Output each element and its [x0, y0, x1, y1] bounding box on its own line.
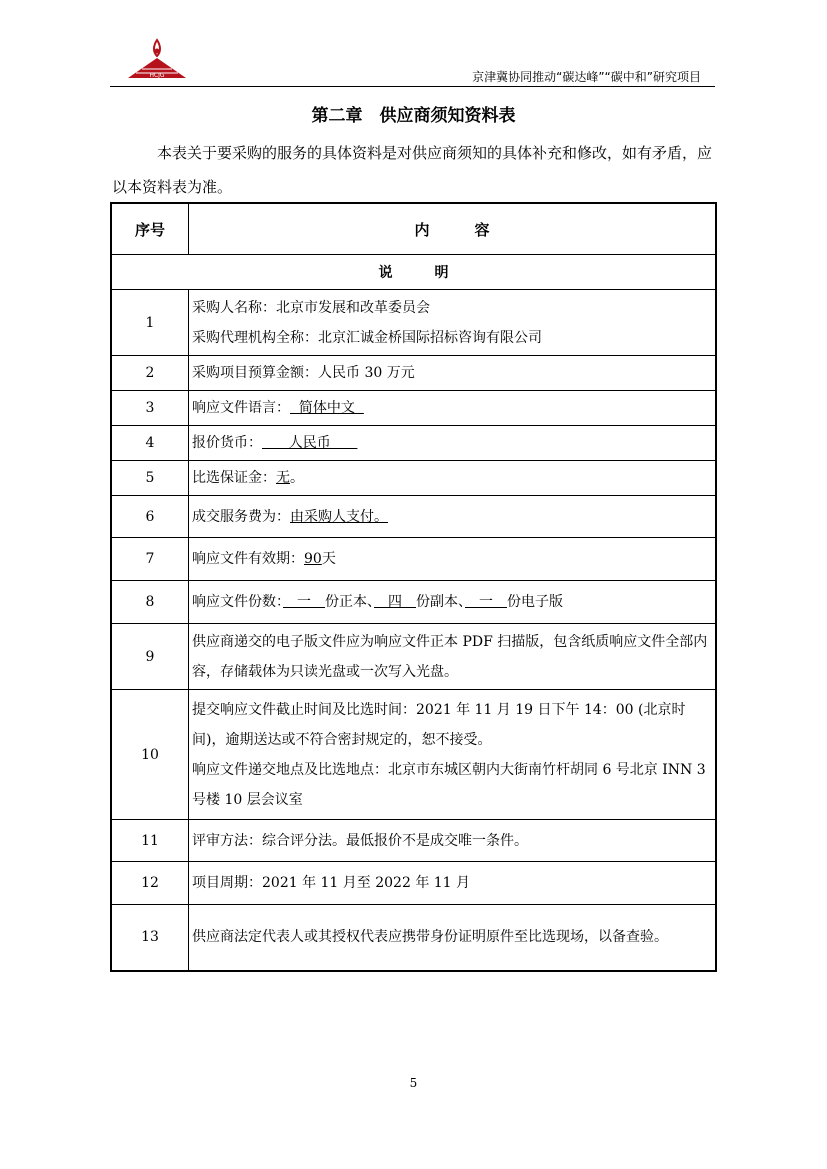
row-no: 4 — [111, 426, 189, 461]
row-content — [189, 461, 717, 496]
row-text: 提交响应文件截止时间及比选时间：2021 年 11 月 19 日下午 14：00 (北京时间)，逾期送达或不符合密封规定的，恕不接受。 — [192, 701, 686, 748]
row-content — [189, 426, 717, 461]
page-number: 5 — [409, 1076, 418, 1090]
table-row — [111, 624, 716, 690]
row-no: 1 — [111, 290, 189, 356]
table-row — [111, 290, 716, 356]
row-text: 评审方法：综合评分法。最低报价不是成交唯一条件。 — [189, 820, 717, 862]
row-no: 10 — [111, 690, 189, 820]
field-label: 报价货币： — [192, 435, 262, 451]
field-label: 比选保证金： — [192, 470, 276, 486]
requirements-table — [110, 202, 717, 972]
field-value: 四 — [374, 594, 416, 610]
row-text: 项目周期：2021 年 11 月至 2022 年 11 月 — [189, 862, 717, 905]
section-row — [111, 255, 716, 290]
company-logo — [126, 36, 188, 82]
field-tail: 。 — [290, 470, 304, 486]
row-content — [189, 496, 717, 538]
field-value: 由采购人支付。 — [290, 508, 388, 525]
table-row — [111, 905, 716, 971]
row-text: 供应商递交的电子版文件应为响应文件正本 PDF 扫描版，包含纸质响应文件全部内容，存储载体为只读光盘或一次写入光盘。 — [189, 624, 717, 690]
row-content — [189, 581, 717, 624]
field-label: 响应文件有效期： — [192, 551, 304, 567]
row-no: 6 — [111, 496, 189, 538]
col-header-content: 内 容 — [189, 203, 717, 255]
page-title: 第二章 供应商须知资料表 — [311, 106, 516, 126]
row-text: 响应文件递交地点及比选地点：北京市东城区朝内大街南竹杆胡同 6 号北京 INN 3 号楼 10 层会议室 — [192, 761, 706, 808]
row-no: 2 — [111, 356, 189, 391]
field-value: 无 — [276, 470, 290, 486]
table-row — [111, 426, 716, 461]
row-content — [189, 538, 717, 581]
row-no: 11 — [111, 820, 189, 862]
row-no: 3 — [111, 391, 189, 426]
col-header-no: 序号 — [111, 203, 189, 255]
header-divider — [110, 86, 715, 87]
field-label: 成交服务费为： — [192, 508, 290, 525]
field-tail: 份电子版 — [507, 594, 563, 610]
table-row — [111, 690, 716, 820]
field-tail: 份副本、 — [416, 594, 465, 610]
field-value: 一 — [465, 594, 507, 610]
field-label: 响应文件语言： — [192, 400, 290, 416]
row-no: 9 — [111, 624, 189, 690]
table-row — [111, 461, 716, 496]
row-content — [189, 690, 717, 820]
table-row — [111, 391, 716, 426]
table-row — [111, 496, 716, 538]
row-text: 采购项目预算金额：人民币 30 万元 — [189, 356, 717, 391]
intro-paragraph: 本表关于要采购的服务的具体资料是对供应商须知的具体补充和修改，如有矛盾，应以本资料表为准。 — [112, 144, 713, 196]
field-tail: 份正本、 — [325, 594, 374, 610]
field-value: 简体中文 — [290, 400, 364, 416]
section-label: 说 明 — [111, 255, 716, 290]
row-no: 12 — [111, 862, 189, 905]
table-row — [111, 538, 716, 581]
table-header-row — [111, 203, 716, 255]
row-content — [189, 290, 717, 356]
row-text: 采购代理机构全称：北京汇诚金桥国际招标咨询有限公司 — [192, 329, 542, 346]
row-no: 8 — [111, 581, 189, 624]
row-no: 5 — [111, 461, 189, 496]
table-row — [111, 356, 716, 391]
field-value: 一 — [283, 594, 325, 610]
logo-text: HCJG — [149, 72, 165, 79]
header-project: 京津冀协同推动“碳达峰”“碳中和”研究项目 — [472, 70, 701, 84]
table-row — [111, 820, 716, 862]
field-tail: 天 — [321, 551, 336, 567]
field-label: 响应文件份数： — [192, 594, 283, 610]
row-text: 供应商法定代表人或其授权代表应携带身份证明原件至比选现场，以备查验。 — [189, 905, 717, 971]
table-row — [111, 581, 716, 624]
row-no: 13 — [111, 905, 189, 971]
row-no: 7 — [111, 538, 189, 581]
table-row — [111, 862, 716, 905]
field-value: 人民币 — [262, 435, 358, 451]
row-text: 采购人名称：北京市发展和改革委员会 — [192, 299, 430, 316]
field-value: 90 — [304, 551, 322, 567]
row-content — [189, 391, 717, 426]
